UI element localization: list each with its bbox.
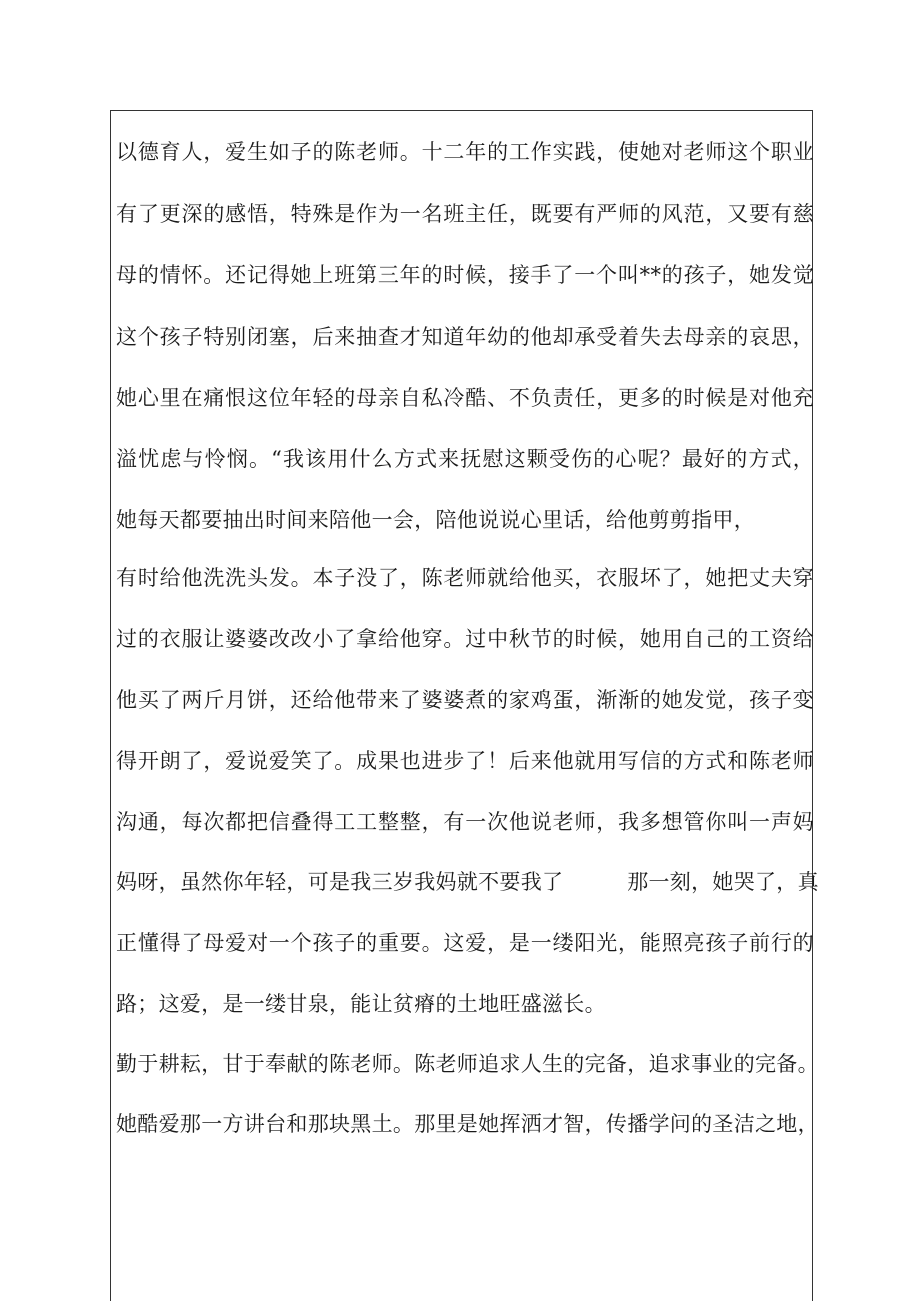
paragraph-1-line-6: 溢忧虑与怜悯。“我该用什么方式来抚慰这颗受伤的心呢？最好的方式， — [116, 447, 814, 471]
paragraph-1-line-14: 正懂得了母爱对一个孩子的重要。这爱，是一缕阳光，能照亮孩子前行的 — [116, 931, 814, 955]
paragraph-1-line-12: 沟通，每次都把信叠得工工整整，有一次他说老师，我多想管你叫一声妈 — [116, 810, 814, 834]
paragraph-2-line-2: 她酷爱那一方讲台和那块黑土。那里是她挥洒才智，传播学问的圣洁之地， — [116, 1112, 819, 1136]
paragraph-1-line-11: 得开朗了，爱说爱笑了。成果也进步了！后来他就用写信的方式和陈老师 — [116, 749, 814, 773]
paragraph-1-line-2: 有了更深的感悟，特殊是作为一名班主任，既要有严师的风范，又要有慈 — [116, 202, 814, 226]
paragraph-1-line-4: 这个孩子特别闭塞，后来抽查才知道年幼的他却承受着失去母亲的哀思， — [116, 325, 814, 349]
paragraph-1-line-13: 妈呀，虽然你年轻，可是我三岁我妈就不要我了 那一刻，她哭了，真 — [116, 870, 819, 894]
paragraph-1-line-3: 母的情怀。还记得她上班第三年的时候，接手了一个叫**的孩子，她发觉 — [116, 263, 814, 287]
paragraph-1-line-15: 路；这爱，是一缕甘泉，能让贫瘠的土地旺盛滋长。 — [116, 992, 606, 1016]
paragraph-1-line-10: 他买了两斤月饼，还给他带来了婆婆煮的家鸡蛋，渐渐的她发觉，孩子变 — [116, 688, 814, 712]
paragraph-1-line-7: 她每天都要抽出时间来陪他一会，陪他说说心里话，给他剪剪指甲， — [116, 508, 755, 532]
paragraph-1-line-8: 有时给他洗洗头发。本子没了，陈老师就给他买，衣服坏了，她把丈夫穿 — [116, 566, 814, 590]
paragraph-1-line-9: 过的衣服让婆婆改改小了拿给他穿。过中秋节的时候，她用自己的工资给 — [116, 627, 814, 651]
paragraph-2-line-1: 勤于耕耘，甘于奉献的陈老师。陈老师追求人生的完备，追求事业的完备。 — [116, 1052, 819, 1076]
paragraph-1-line-5: 她心里在痛恨这位年轻的母亲自私冷酷、不负责任，更多的时候是对他充 — [116, 386, 814, 410]
paragraph-1-line-1: 以德育人，爱生如子的陈老师。十二年的工作实践，使她对老师这个职业 — [116, 140, 814, 164]
